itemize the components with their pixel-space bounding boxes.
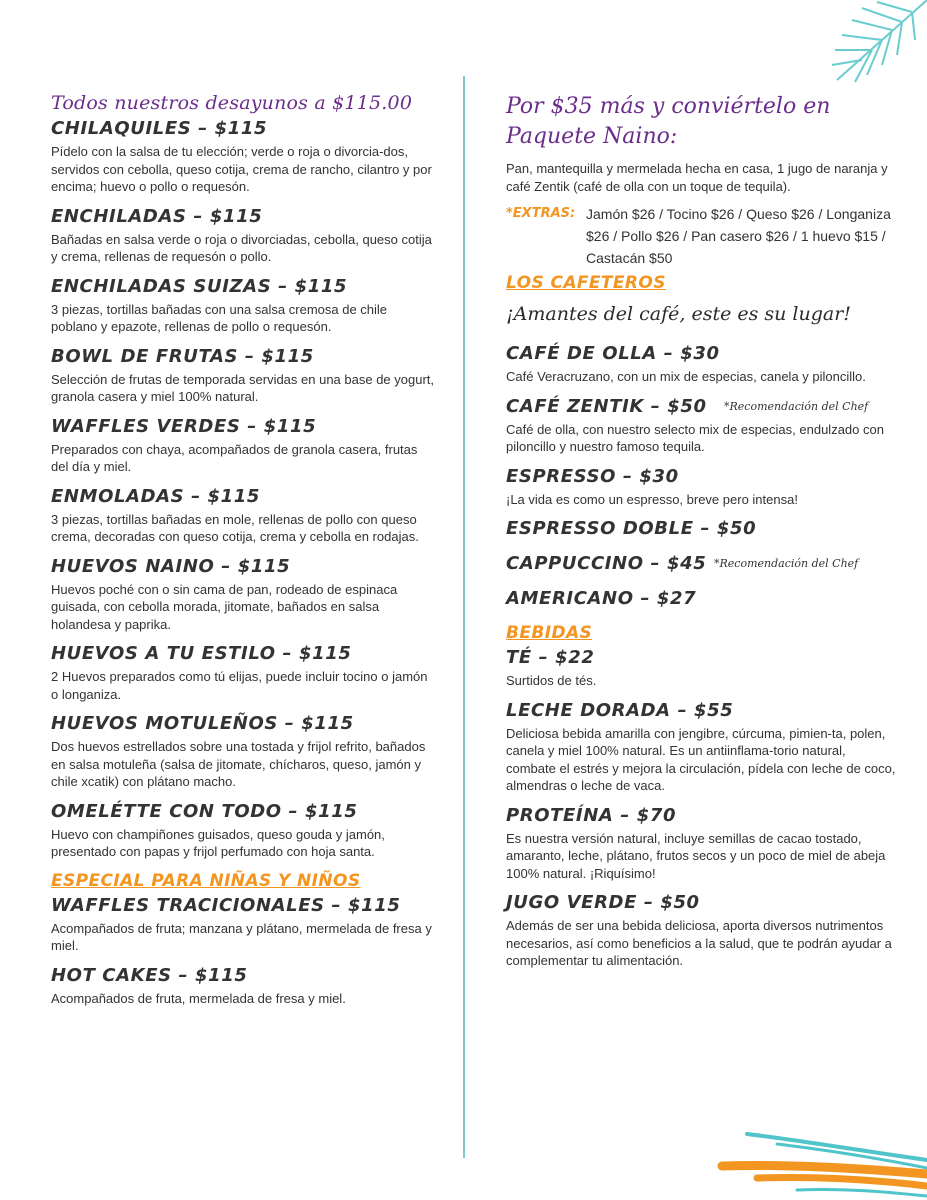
brush-stroke-decoration <box>717 1120 927 1200</box>
menu-item-description: Café de olla, con nuestro selecto mix de especias, endulzado con piloncillo y nuestro famoso tequila. <box>506 421 884 454</box>
menu-item-title <box>506 553 898 574</box>
menu-item-title <box>506 700 898 721</box>
menu-item-description: Preparados con chaya, acompañados de granola casera, frutas del día y miel. <box>51 441 418 474</box>
drinks-section-heading: BEBIDAS <box>506 623 593 643</box>
menu-item-title <box>506 892 898 913</box>
menu-item <box>506 700 898 795</box>
extras-block <box>506 203 898 269</box>
menu-item-description: Dos huevos estrellados sobre una tostada y frijol refrito, bañados en salsa motuleña (salsa de jitomate, chícharos, queso, jamón y chile xcatik) con plátano macho. <box>51 739 426 789</box>
menu-item-name-price: WAFFLES TRACICIONALES – $115 <box>51 894 401 916</box>
menu-item-title <box>51 486 436 507</box>
coffee-tagline: ¡Amantes del café, este es su lugar! <box>506 303 851 325</box>
kids-section-heading: ESPECIAL PARA NIÑAS Y NIÑOS <box>51 870 361 891</box>
menu-item-title <box>506 647 898 668</box>
kids-list <box>51 895 436 1008</box>
menu-item-title <box>51 556 436 577</box>
menu-item <box>51 643 436 703</box>
menu-item-name-price: LECHE DORADA – $55 <box>506 699 734 721</box>
menu-item-name-price: ESPRESSO DOBLE – $50 <box>506 518 757 539</box>
menu-item-title <box>506 343 898 364</box>
menu-item-name-price: OMELÉTTE CON TODO – $115 <box>51 800 358 822</box>
menu-item-name-price: HUEVOS NAINO – $115 <box>51 555 291 577</box>
chef-recommendation-note: *Recomendación del Chef <box>724 399 869 413</box>
palm-leaf-decoration <box>817 0 927 90</box>
menu-item-title <box>51 118 436 139</box>
menu-item-title <box>506 588 898 609</box>
menu-item-description: Selección de frutas de temporada servidas en una base de yogurt, granola casera y miel 100% natural. <box>51 371 435 404</box>
menu-item-title <box>51 346 436 367</box>
menu-item-name-price: HUEVOS A TU ESTILO – $115 <box>51 643 352 664</box>
right-column <box>506 92 898 980</box>
menu-item-name-price: TÉ – $22 <box>506 647 595 668</box>
menu-item-description: Acompañados de fruta, mermelada de fresa y miel. <box>51 990 346 1006</box>
menu-item-title <box>51 643 436 664</box>
menu-item <box>506 647 898 690</box>
menu-item-description: Huevo con champiñones guisados, queso gouda y jamón, presentado con papas y frijol perfumado con hoja santa. <box>51 826 385 859</box>
menu-item-name-price: BOWL DE FRUTAS – $115 <box>51 345 314 367</box>
menu-item-name-price: ENCHILADAS – $115 <box>51 205 263 227</box>
menu-item-description: Además de ser una bebida deliciosa, aporta diversos nutrimentos necesarios, así como beneficios a la salud, que te podrán ayudar a complementar tu alimentación. <box>506 918 892 968</box>
coffee-list <box>506 343 898 609</box>
menu-item-title <box>51 895 436 916</box>
menu-item <box>506 892 898 970</box>
menu-item-name-price: AMERICANO – $27 <box>506 588 697 609</box>
package-description: Pan, mantequilla y mermelada hecha en casa, 1 jugo de naranja y café Zentik (café de olla con un toque de tequila). <box>506 161 888 194</box>
package-banner: Por $35 más y conviértelo en Paquete Naino: <box>506 94 831 149</box>
menu-item-title <box>506 805 898 826</box>
menu-item-title <box>51 801 436 822</box>
menu-item-description: Acompañados de fruta; manzana y plátano, mermelada de fresa y miel. <box>51 920 432 953</box>
menu-item-description: Deliciosa bebida amarilla con jengibre, cúrcuma, pimien-ta, polen, canela y miel 100% natural. Es un antiinflama-torio natural, combate el estrés y mejora la circulación, pídela con leche de coco, almendras o leche de vaca. <box>506 725 896 793</box>
menu-item <box>51 895 436 955</box>
column-divider <box>463 76 465 1158</box>
menu-item <box>51 276 436 336</box>
menu-item <box>506 466 898 509</box>
menu-item-description: 3 piezas, tortillas bañadas en mole, rellenas de pollo con queso crema, decoradas con queso cotija, crema y cebolla en rodajas. <box>51 511 419 544</box>
drinks-list <box>506 647 898 970</box>
menu-item-description: ¡La vida es como un espresso, breve pero intensa! <box>506 491 798 507</box>
menu-item-name-price: JUGO VERDE – $50 <box>506 892 700 913</box>
menu-item <box>506 518 898 539</box>
left-column <box>51 92 436 1017</box>
menu-item <box>51 801 436 861</box>
menu-item-description: Huevos poché con o sin cama de pan, rodeado de espinaca guisada, con cebolla morada, jitomate, bañados en salsa holandesa y paprika. <box>51 581 398 632</box>
menu-item-name-price: ENCHILADAS SUIZAS – $115 <box>51 275 348 297</box>
menu-item-title <box>506 396 898 417</box>
menu-item-title <box>506 466 898 487</box>
menu-item-name-price: ENMOLADAS – $115 <box>51 485 261 507</box>
menu-item <box>506 396 898 456</box>
menu-item-description: Surtidos de tés. <box>506 673 597 688</box>
menu-item-title <box>506 518 898 539</box>
menu-item-description: 3 piezas, tortillas bañadas con una salsa cremosa de chile poblano y epazote, rellenas de pollo o requesón. <box>51 301 388 334</box>
menu-item <box>506 805 898 883</box>
coffee-section-heading: LOS CAFETEROS <box>506 273 666 293</box>
menu-item-title <box>51 276 436 297</box>
menu-item <box>51 486 436 546</box>
menu-item <box>506 343 898 386</box>
chef-recommendation-note: *Recomendación del Chef <box>714 557 859 570</box>
menu-item <box>51 965 436 1008</box>
menu-item-title <box>51 965 436 986</box>
breakfast-price-banner: Todos nuestros desayunos a $115.00 <box>51 92 413 114</box>
breakfast-list <box>51 118 436 861</box>
menu-item <box>51 713 436 791</box>
menu-item-name-price: WAFFLES VERDES – $115 <box>51 415 317 437</box>
menu-item-description: Café Veracruzano, con un mix de especias, canela y piloncillo. <box>506 369 866 384</box>
menu-item-name-price: HUEVOS MOTULEÑOS – $115 <box>51 713 354 734</box>
menu-item-name-price: CAPPUCCINO – $45 <box>506 553 707 574</box>
menu-item-name-price: CAFÉ DE OLLA – $30 <box>506 343 720 364</box>
menu-item <box>51 556 436 634</box>
menu-item-title <box>51 713 436 734</box>
menu-item <box>506 553 898 574</box>
menu-item-title <box>51 206 436 227</box>
menu-item <box>51 206 436 266</box>
menu-item-title <box>51 416 436 437</box>
menu-item <box>51 346 436 406</box>
menu-item-description: 2 Huevos preparados como tú elijas, puede incluir tocino o jamón o longaniza. <box>51 669 428 702</box>
menu-item-description: Es nuestra versión natural, incluye semillas de cacao tostado, amaranto, leche, plátano, frutos secos y un poco de miel de abeja 100% natural. ¡Riquísimo! <box>506 830 886 881</box>
menu-item <box>51 118 436 196</box>
menu-item-name-price: ESPRESSO – $30 <box>506 465 679 487</box>
extras-label: *EXTRAS: <box>506 206 576 221</box>
menu-item-name-price: HOT CAKES – $115 <box>51 964 248 986</box>
menu-item-name-price: CAFÉ ZENTIK – $50 <box>506 395 707 417</box>
extras-list: Jamón $26 / Tocino $26 / Queso $26 / Longaniza $26 / Pollo $26 / Pan casero $26 / 1 huevo $15 / Castacán $50 <box>586 206 891 266</box>
menu-item-name-price: PROTEÍNA – $70 <box>506 804 677 826</box>
menu-item-description: Pídelo con la salsa de tu elección; verde o roja o divorcia-dos, servidos con cebolla, queso cotija, crema de rancho, cilantro y por encima; huevo o pollo o requesón. <box>51 144 432 194</box>
menu-item <box>506 588 898 609</box>
menu-item-name-price: CHILAQUILES – $115 <box>51 118 268 139</box>
menu-item-description: Bañadas en salsa verde o roja o divorciadas, cebolla, queso cotija y crema, rellenas de requesón o pollo. <box>51 231 432 264</box>
menu-item <box>51 416 436 476</box>
